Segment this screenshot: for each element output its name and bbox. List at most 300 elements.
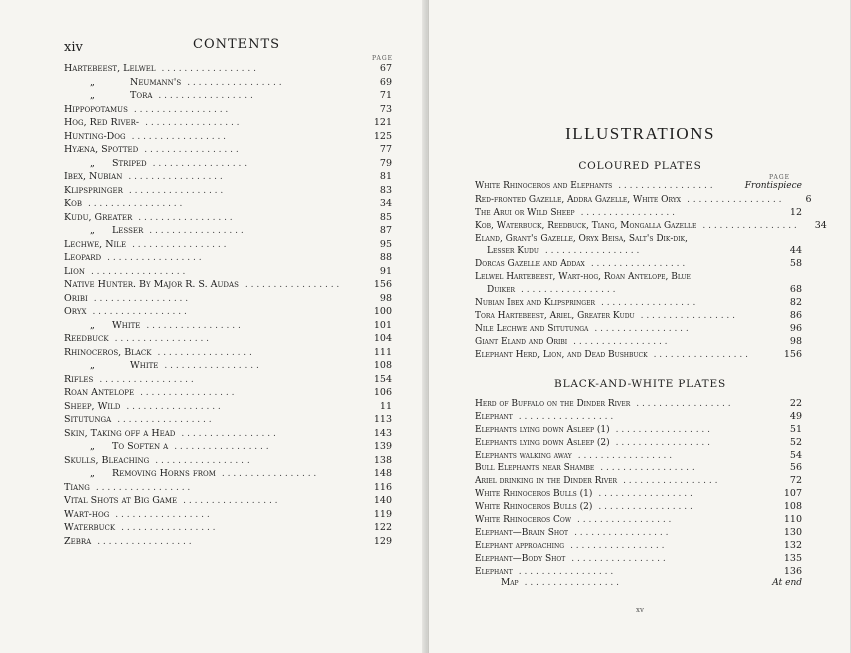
entry-title <box>64 212 132 223</box>
leader-dots: . . . . . . . . . . . . . . . . . <box>107 253 202 263</box>
entry-page: 34 <box>379 198 392 209</box>
contents-entry <box>64 522 392 536</box>
leader-dots: . . . . . . . . . . . . . . . . . <box>577 450 673 461</box>
entry-page: 113 <box>373 414 392 425</box>
leader-dots: . . . . . . . . . . . . . . . . . <box>580 207 675 218</box>
contents-entry <box>64 212 392 226</box>
entry-text: Kudu, Greater <box>64 211 133 223</box>
leader-dots: . . . . . . . . . . . . . . . . . <box>687 194 782 205</box>
contents-entry <box>64 536 392 550</box>
entry-text: Sheep, Wild <box>64 400 121 412</box>
entry-page: 154 <box>373 373 392 385</box>
plate-entry <box>475 488 802 501</box>
plate-entry <box>475 323 802 336</box>
entry-page: 108 <box>373 360 392 371</box>
plate-title: Elephant—Body Shot <box>475 553 566 564</box>
leader-dots: . . . . . . . . . . . . . . . . . <box>544 246 640 257</box>
leader-dots: . . . . . . . . . . . . . . . . . <box>87 199 183 209</box>
leader-dots: . . . . . . . . . . . . . . . . . <box>97 536 192 547</box>
plate-title-continued: Duiker <box>487 285 516 296</box>
entry-page: 81 <box>379 171 392 182</box>
illustrations-title: ILLUSTRATIONS <box>565 124 715 143</box>
entry-title <box>64 171 122 182</box>
leader-dots: . . . . . . . . . . . . . . . . . <box>571 553 666 564</box>
contents-entry <box>64 198 392 212</box>
plate-entry <box>475 475 802 488</box>
entry-text: Reedbuck <box>64 333 109 344</box>
contents-entry <box>64 90 392 104</box>
plate-entry <box>475 207 802 220</box>
plate-page: 51 <box>789 423 802 435</box>
plate-page: 98 <box>789 335 802 347</box>
plate-title: White Rhinoceros Bulls (1) <box>475 489 593 500</box>
plate-entry <box>475 540 802 553</box>
plate-page: 22 <box>789 398 802 409</box>
page-column-label: PAGE <box>769 174 790 181</box>
plate-title: Map <box>501 578 519 589</box>
entry-page: 100 <box>373 306 392 317</box>
entry-title <box>64 63 156 74</box>
plate-page: 86 <box>789 309 802 321</box>
plate-title: White Rhinoceros Bulls (2) <box>475 502 593 513</box>
entry-page: 138 <box>373 454 392 466</box>
plate-title: Elephant <box>475 411 513 422</box>
plate-title: Nubian Ibex and Klipspringer <box>475 298 595 309</box>
contents-entry <box>64 401 392 415</box>
ditto-mark: „ <box>90 76 95 88</box>
leader-dots: . . . . . . . . . . . . . . . . . <box>138 212 233 223</box>
plate-page: 58 <box>789 258 802 270</box>
plate-page: 107 <box>783 488 802 500</box>
page-folio: xiv <box>64 40 83 55</box>
entry-text: Striped <box>112 157 147 169</box>
plate-entry <box>475 553 802 566</box>
entry-title <box>64 374 93 385</box>
plate-entry <box>475 233 802 259</box>
plate-title: Kob, Waterbuck, Reedbuck, Tiang, Mongalla Gazelle <box>475 220 697 231</box>
entry-page: 69 <box>379 76 392 88</box>
plate-title: The Arui or Wild Sheep <box>475 207 575 218</box>
plate-entry <box>475 336 802 349</box>
leader-dots: . . . . . . . . . . . . . . . . . <box>221 469 317 479</box>
plate-title: Herd of Buffalo on the Dinder River <box>475 399 631 409</box>
leader-dots: . . . . . . . . . . . . . . . . . <box>183 496 278 506</box>
leader-dots: . . . . . . . . . . . . . . . . . <box>114 334 210 344</box>
entry-title <box>64 320 140 331</box>
contents-entry <box>64 360 392 374</box>
leader-dots: . . . . . . . . . . . . . . . . . <box>145 118 240 128</box>
contents-entry <box>64 482 392 496</box>
entry-page: 156 <box>373 279 392 290</box>
leader-dots: . . . . . . . . . . . . . . . . . <box>174 442 269 452</box>
plate-entry <box>475 424 802 437</box>
leader-dots: . . . . . . . . . . . . . . . . . <box>702 220 797 231</box>
contents-entry <box>64 293 392 307</box>
leader-dots: . . . . . . . . . . . . . . . . . <box>574 527 669 538</box>
plate-page: 135 <box>783 552 802 564</box>
entry-text: Zebra <box>64 535 92 547</box>
leader-dots: . . . . . . . . . . . . . . . . . <box>95 482 191 493</box>
contents-entry <box>64 77 392 91</box>
entry-title <box>64 117 139 128</box>
entry-page: 104 <box>373 333 392 344</box>
entry-title <box>64 198 82 209</box>
entry-page: 85 <box>379 211 392 223</box>
page-column-label: PAGE <box>372 55 393 62</box>
ditto-mark: „ <box>90 225 95 236</box>
contents-entry <box>64 117 392 131</box>
entry-page: 95 <box>379 238 392 250</box>
plate-entry <box>475 181 802 194</box>
entry-page: 98 <box>379 292 392 304</box>
leader-dots: . . . . . . . . . . . . . . . . . <box>187 77 282 88</box>
entry-text: Hippopotamus <box>64 103 128 115</box>
entry-text: Hog, Red River- <box>64 117 140 128</box>
entry-page: 143 <box>373 427 392 439</box>
running-head: CONTENTS <box>193 37 281 52</box>
plate-title: Dorcas Gazelle and Addax <box>475 259 585 270</box>
entry-page: 139 <box>373 441 392 452</box>
entry-title <box>64 185 123 196</box>
contents-entry <box>64 158 392 172</box>
entry-page: 122 <box>373 522 392 533</box>
plate-line <box>475 284 802 297</box>
leader-dots: . . . . . . . . . . . . . . . . . <box>640 310 736 321</box>
entry-title <box>64 468 216 479</box>
entry-page: 129 <box>373 535 392 547</box>
plate-line <box>475 233 802 246</box>
contents-entry <box>64 63 392 77</box>
entry-text: Kob <box>64 198 82 209</box>
entry-text: Lesser <box>112 225 144 236</box>
leader-dots: . . . . . . . . . . . . . . . . . <box>128 185 224 196</box>
ditto-mark: „ <box>90 360 95 371</box>
contents-entry <box>64 509 392 523</box>
leader-dots: . . . . . . . . . . . . . . . . . <box>132 239 227 250</box>
contents-entry <box>64 428 392 442</box>
plate-page: 68 <box>789 284 802 296</box>
plate-page: 34 <box>814 219 827 231</box>
entry-text: Ibex, Nubian <box>64 171 123 182</box>
entry-text: White <box>112 319 141 331</box>
page-folio: xv <box>636 606 644 614</box>
entry-title <box>64 90 152 101</box>
leader-dots: . . . . . . . . . . . . . . . . . <box>244 280 340 290</box>
plate-entry <box>475 310 802 323</box>
entry-text: Lion <box>64 265 85 277</box>
contents-entry <box>64 185 392 199</box>
entry-page: 88 <box>379 252 392 263</box>
plate-page: 49 <box>789 410 802 422</box>
leader-dots: . . . . . . . . . . . . . . . . . <box>518 411 614 422</box>
leader-dots: . . . . . . . . . . . . . . . . . <box>161 64 256 74</box>
leader-dots: . . . . . . . . . . . . . . . . . <box>573 336 668 347</box>
entry-text: Rhinoceros, Black <box>64 346 152 358</box>
coloured-plates-heading: COLOURED PLATES <box>578 160 702 172</box>
leader-dots: . . . . . . . . . . . . . . . . . <box>181 428 276 439</box>
contents-list <box>64 63 392 549</box>
plate-title: Elephants walking away <box>475 450 572 461</box>
plate-page: At end <box>772 578 802 589</box>
leader-dots: . . . . . . . . . . . . . . . . . <box>164 361 259 371</box>
plate-title: Elephant <box>475 566 513 577</box>
contents-entry <box>64 239 392 253</box>
plate-title: Elephants lying down Asleep (2) <box>475 437 610 448</box>
contents-entry <box>64 252 392 266</box>
plate-entry <box>475 271 802 297</box>
bw-plates-heading: BLACK-AND-WHITE PLATES <box>554 378 726 390</box>
entry-page: 101 <box>373 319 392 331</box>
entry-page: 79 <box>379 157 392 169</box>
entry-title <box>64 414 111 425</box>
plate-page: 110 <box>783 514 802 526</box>
plate-page: 52 <box>789 436 802 448</box>
leader-dots: . . . . . . . . . . . . . . . . . <box>126 401 221 412</box>
contents-entry <box>64 347 392 361</box>
entry-page: 140 <box>373 495 392 506</box>
leader-dots: . . . . . . . . . . . . . . . . . <box>623 476 718 487</box>
plate-title: Eland, Grant's Gazelle, Oryx Beisa, Salt's Dik-dik, <box>475 233 688 244</box>
leader-dots: . . . . . . . . . . . . . . . . . <box>600 463 695 474</box>
plate-title: Tora Hartebeest, Ariel, Greater Kudu <box>475 310 635 321</box>
leader-dots: . . . . . . . . . . . . . . . . . <box>146 320 241 331</box>
entry-page: 91 <box>379 265 392 277</box>
entry-page: 11 <box>379 400 392 412</box>
entry-text: To Soften a <box>112 441 169 452</box>
plate-title: Ariel drinking in the Dinder River <box>475 476 618 487</box>
leader-dots: . . . . . . . . . . . . . . . . . <box>594 323 689 334</box>
contents-entry <box>64 468 392 482</box>
entry-title <box>64 482 90 493</box>
entry-title <box>64 360 158 371</box>
leader-dots: . . . . . . . . . . . . . . . . . <box>157 347 252 358</box>
contents-entry <box>64 104 392 118</box>
contents-entry <box>64 279 392 293</box>
entry-title <box>64 347 151 358</box>
entry-page: 121 <box>373 117 392 128</box>
leader-dots: . . . . . . . . . . . . . . . . . <box>93 293 189 304</box>
leader-dots: . . . . . . . . . . . . . . . . . <box>636 399 731 409</box>
entry-title <box>64 333 109 344</box>
plate-entry <box>475 297 802 310</box>
entry-title <box>64 104 128 115</box>
entry-title <box>64 536 91 547</box>
entry-text: Roan Antelope <box>64 387 135 398</box>
leader-dots: . . . . . . . . . . . . . . . . . <box>600 298 696 309</box>
plate-entry <box>475 527 802 540</box>
plate-entry <box>475 411 802 424</box>
plate-page: 6 <box>805 193 812 205</box>
leader-dots: . . . . . . . . . . . . . . . . . <box>615 424 711 435</box>
contents-entry <box>64 441 392 455</box>
leader-dots: . . . . . . . . . . . . . . . . . <box>131 131 227 142</box>
leader-dots: . . . . . . . . . . . . . . . . . <box>115 509 210 520</box>
plate-title: Nile Lechwe and Situtunga <box>475 323 589 334</box>
plate-page: 108 <box>783 501 802 513</box>
entry-title <box>64 131 126 142</box>
leader-dots: . . . . . . . . . . . . . . . . . <box>99 374 194 385</box>
plate-entry <box>475 501 802 514</box>
entry-text: Oryx <box>64 306 87 317</box>
leader-dots: . . . . . . . . . . . . . . . . . <box>590 259 686 270</box>
ditto-mark: „ <box>90 157 95 169</box>
plate-title: Lelwel Hartebeest, Wart-hog, Roan Antelope, Blue <box>475 272 691 283</box>
plate-page: 72 <box>789 475 802 487</box>
leader-dots: . . . . . . . . . . . . . . . . . <box>117 415 212 425</box>
entry-title <box>64 144 138 155</box>
contents-entry <box>64 387 392 401</box>
contents-entry <box>64 131 392 145</box>
entry-page: 73 <box>379 103 392 115</box>
entry-page: 83 <box>379 184 392 196</box>
plate-title: Bull Elephants near Shambe <box>475 463 595 474</box>
contents-entry <box>64 333 392 347</box>
leader-dots: . . . . . . . . . . . . . . . . . <box>618 181 713 191</box>
plate-title: Red-fronted Gazelle, Addra Gazelle, White Oryx <box>475 194 682 205</box>
plate-title: Elephant approaching <box>475 540 565 551</box>
plate-title: White Rhinoceros Cow <box>475 515 571 526</box>
contents-entry <box>64 144 392 158</box>
coloured-plates-list <box>475 181 827 362</box>
ditto-mark: „ <box>90 441 95 452</box>
leader-dots: . . . . . . . . . . . . . . . . . <box>518 566 614 577</box>
bw-plates-list <box>475 398 802 591</box>
leader-dots: . . . . . . . . . . . . . . . . . <box>155 455 250 466</box>
plate-page: 136 <box>783 565 802 577</box>
entry-title <box>64 306 86 317</box>
leader-dots: . . . . . . . . . . . . . . . . . <box>140 388 235 398</box>
plate-page: 56 <box>789 462 802 474</box>
ditto-mark: „ <box>90 468 95 479</box>
entry-text: Klipspringer <box>64 184 123 196</box>
entry-text: Removing Horns from <box>112 468 216 479</box>
plate-entry <box>475 437 802 450</box>
contents-entry <box>64 455 392 469</box>
leader-dots: . . . . . . . . . . . . . . . . . <box>128 172 223 182</box>
plate-title: White Rhinoceros and Elephants <box>475 181 613 191</box>
leader-dots: . . . . . . . . . . . . . . . . . <box>598 502 693 513</box>
entry-title <box>64 158 147 169</box>
plate-title-continued: Lesser Kudu <box>487 246 539 257</box>
entry-text: White <box>130 360 159 371</box>
entry-text: Tora <box>130 90 153 101</box>
plate-page: 44 <box>789 245 802 257</box>
contents-entry <box>64 414 392 428</box>
entry-text: Vital Shots at Big Game <box>64 495 178 506</box>
entry-text: Hunting-Dog <box>64 130 126 142</box>
plate-title: Elephant Herd, Lion, and Dead Bushbuck <box>475 349 648 360</box>
leader-dots: . . . . . . . . . . . . . . . . . <box>598 489 693 500</box>
plate-page: 12 <box>789 206 802 218</box>
entry-page: 116 <box>373 481 392 493</box>
plate-entry <box>475 450 802 463</box>
plate-page: 96 <box>789 322 802 334</box>
ditto-mark: „ <box>90 319 95 331</box>
leader-dots: . . . . . . . . . . . . . . . . . <box>653 349 748 360</box>
entry-text: Tiang <box>64 481 90 493</box>
plate-line <box>475 271 802 284</box>
entry-title <box>64 279 239 290</box>
entry-text: Rifles <box>64 373 94 385</box>
entry-title <box>64 239 126 250</box>
entry-title <box>64 252 101 263</box>
plate-entry <box>475 462 802 475</box>
entry-text: Native Hunter. By Major R. S. Audas <box>64 279 239 290</box>
entry-text: Skin, Taking off a Head <box>64 427 176 439</box>
ditto-mark: „ <box>90 90 95 101</box>
leader-dots: . . . . . . . . . . . . . . . . . <box>570 540 665 551</box>
contents-entry <box>64 171 392 185</box>
leader-dots: . . . . . . . . . . . . . . . . . <box>158 91 253 101</box>
entry-page: 111 <box>373 346 392 358</box>
plate-page: 54 <box>789 449 802 461</box>
contents-entry <box>64 306 392 320</box>
plate-page: 130 <box>783 526 802 538</box>
entry-text: Situtunga <box>64 414 112 425</box>
entry-page: 119 <box>373 508 392 520</box>
entry-title <box>64 77 181 88</box>
plate-entry <box>475 193 812 207</box>
contents-entry <box>64 495 392 509</box>
entry-text: Hyæna, Spotted <box>64 144 139 155</box>
entry-page: 125 <box>373 130 392 142</box>
leader-dots: . . . . . . . . . . . . . . . . . <box>90 266 186 277</box>
entry-text: Lechwe, Nile <box>64 238 127 250</box>
entry-title <box>64 266 85 277</box>
entry-title <box>64 225 143 236</box>
plate-title: Elephants lying down Asleep (1) <box>475 424 610 435</box>
entry-text: Oribi <box>64 292 88 304</box>
leader-dots: . . . . . . . . . . . . . . . . . <box>524 578 620 589</box>
leader-dots: . . . . . . . . . . . . . . . . . <box>521 285 616 296</box>
contents-entry <box>64 266 392 280</box>
entry-title <box>64 428 175 439</box>
plate-page: 156 <box>783 348 802 360</box>
entry-title <box>64 522 115 533</box>
entry-title <box>64 455 149 466</box>
entry-text: Waterbuck <box>64 522 116 533</box>
contents-entry <box>64 225 392 239</box>
plate-page: Frontispiece <box>744 181 802 191</box>
entry-page: 71 <box>379 90 392 101</box>
entry-title <box>64 495 177 506</box>
entry-title <box>64 441 168 452</box>
plate-title: Giant Eland and Oribi <box>475 336 568 347</box>
entry-title <box>64 401 120 412</box>
plate-entry <box>475 566 802 579</box>
entry-page: 148 <box>373 468 392 479</box>
entry-page: 87 <box>379 225 392 236</box>
leader-dots: . . . . . . . . . . . . . . . . . <box>133 104 229 115</box>
plate-entry <box>475 398 802 411</box>
leader-dots: . . . . . . . . . . . . . . . . . <box>152 158 248 169</box>
plate-title: Elephant—Brain Shot <box>475 527 569 538</box>
entry-title <box>64 509 109 520</box>
entry-page: 67 <box>379 63 392 74</box>
entry-title <box>64 387 134 398</box>
entry-text: Skulls, Bleaching <box>64 454 150 466</box>
right-page <box>428 0 850 653</box>
leader-dots: . . . . . . . . . . . . . . . . . <box>577 515 672 526</box>
leader-dots: . . . . . . . . . . . . . . . . . <box>121 523 216 533</box>
entry-page: 106 <box>373 387 392 398</box>
entry-text: Leopard <box>64 252 102 263</box>
entry-title <box>64 293 88 304</box>
contents-entry <box>64 320 392 334</box>
leader-dots: . . . . . . . . . . . . . . . . . <box>615 437 711 448</box>
entry-page: 77 <box>379 144 392 155</box>
plate-entry <box>475 514 802 527</box>
